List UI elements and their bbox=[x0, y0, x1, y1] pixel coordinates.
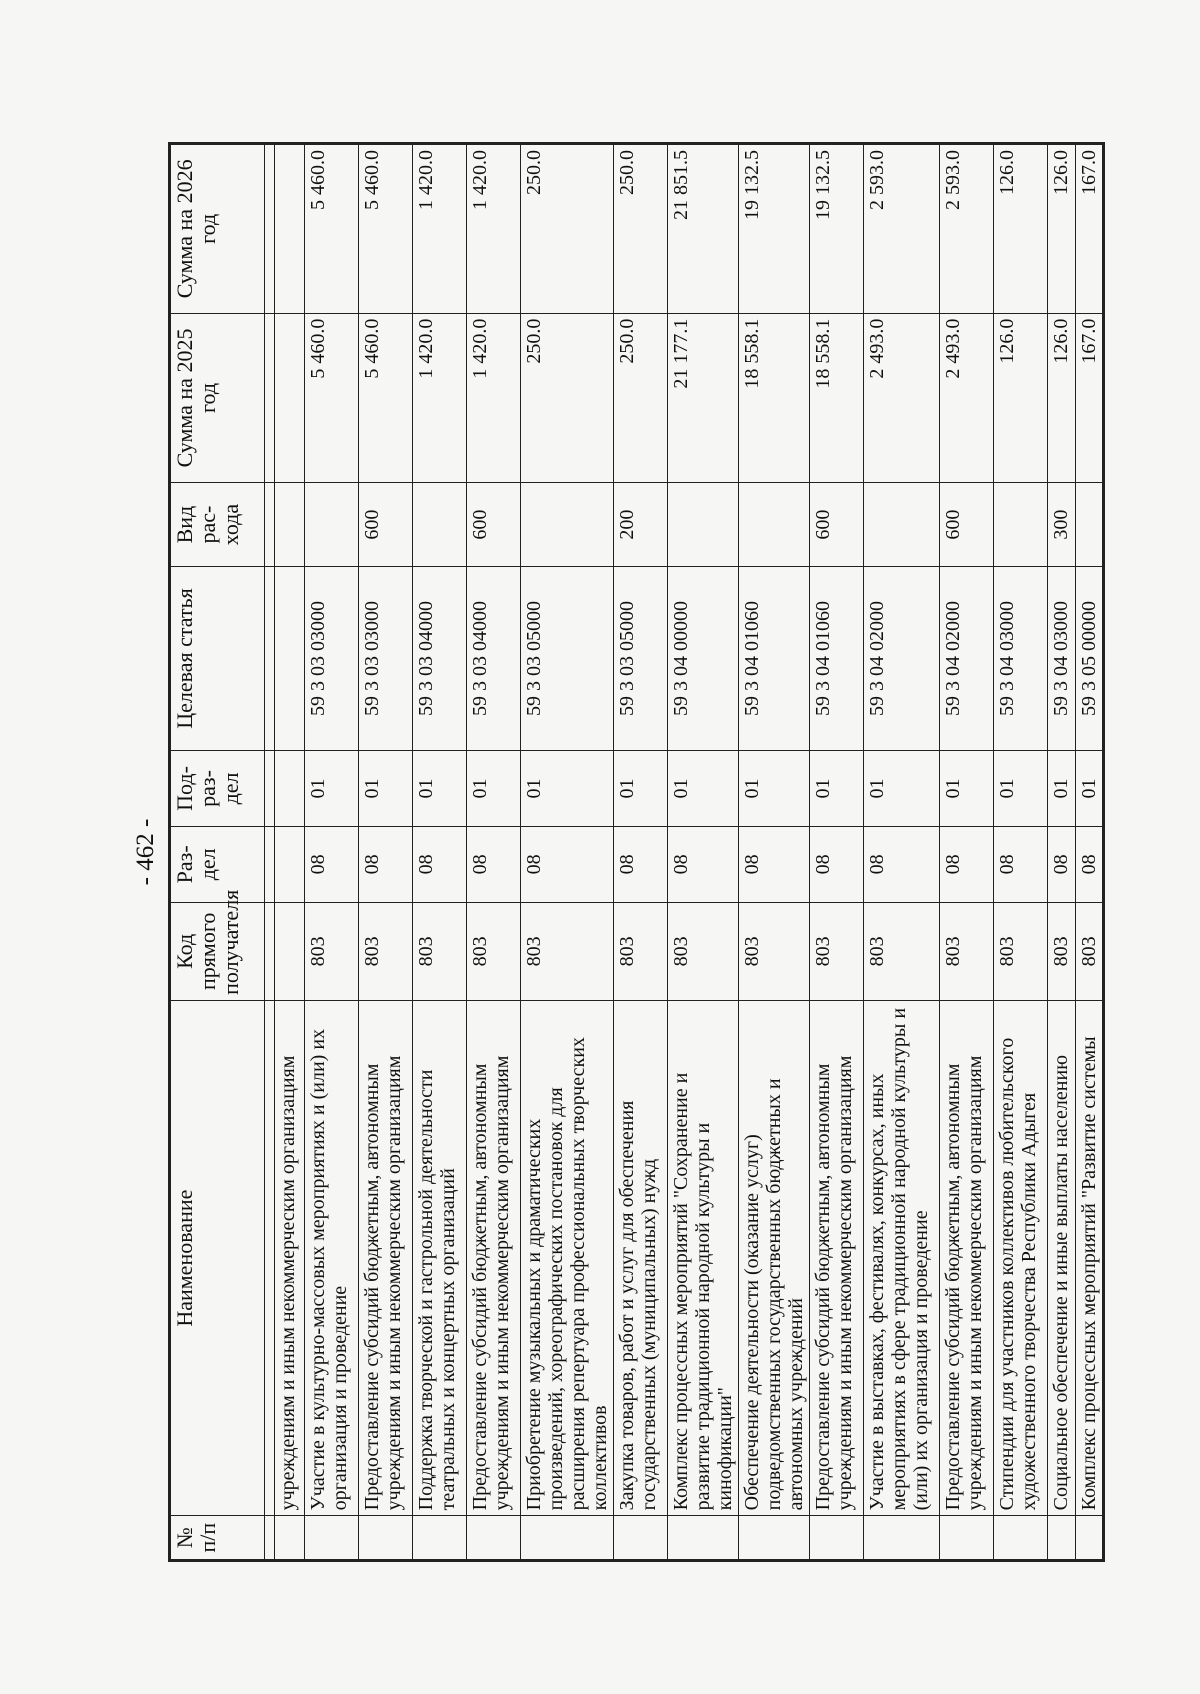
cell-target: 59 3 04 01060 bbox=[810, 566, 864, 750]
cell-vid: 200 bbox=[614, 483, 668, 567]
table-row bbox=[810, 144, 864, 1561]
cell-vid bbox=[305, 483, 359, 567]
cell-sum2026: 1 420.0 bbox=[413, 144, 467, 314]
cell-sum2026 bbox=[275, 144, 305, 314]
cell-name: Предоставление субсидий бюджетным, автономным учреждениям и иным некоммерческим организациям bbox=[467, 1000, 521, 1515]
cell-no bbox=[359, 1516, 413, 1561]
cell-podrazdel: 01 bbox=[614, 751, 668, 827]
cell-sum2025 bbox=[275, 313, 305, 483]
cell-code: 803 bbox=[359, 902, 413, 1000]
cell-no bbox=[940, 1516, 994, 1561]
cell-name: Участие в культурно-массовых мероприятиях и (или) их организация и проведение bbox=[305, 1000, 359, 1515]
cell-podrazdel: 01 bbox=[413, 751, 467, 827]
cell-podrazdel bbox=[275, 751, 305, 827]
cell-sum2026: 2 593.0 bbox=[864, 144, 940, 314]
cell-sum2026: 5 460.0 bbox=[305, 144, 359, 314]
cell-razdel: 08 bbox=[305, 826, 359, 902]
cell-sum2026: 126.0 bbox=[1048, 144, 1076, 314]
cell-code bbox=[275, 902, 305, 1000]
header-name: Наименование bbox=[170, 1000, 265, 1515]
cell-vid bbox=[668, 483, 739, 567]
cell-vid bbox=[275, 483, 305, 567]
cell-sum2026: 21 851.5 bbox=[668, 144, 739, 314]
cell-code: 803 bbox=[940, 902, 994, 1000]
cell-vid: 600 bbox=[359, 483, 413, 567]
cell-no bbox=[614, 1516, 668, 1561]
cell-podrazdel: 01 bbox=[521, 751, 614, 827]
cell-razdel: 08 bbox=[521, 826, 614, 902]
cell-podrazdel: 01 bbox=[940, 751, 994, 827]
cell-sum2026: 250.0 bbox=[614, 144, 668, 314]
cell-razdel: 08 bbox=[359, 826, 413, 902]
cell-sum2026: 19 132.5 bbox=[739, 144, 810, 314]
cell-razdel bbox=[275, 826, 305, 902]
cell-code: 803 bbox=[739, 902, 810, 1000]
cell-code: 803 bbox=[1076, 902, 1104, 1000]
table-row bbox=[305, 144, 359, 1561]
cell-razdel: 08 bbox=[810, 826, 864, 902]
table-row bbox=[1048, 144, 1076, 1561]
cell-no bbox=[668, 1516, 739, 1561]
page-number: - 462 - bbox=[132, 818, 159, 886]
cell-podrazdel: 01 bbox=[467, 751, 521, 827]
cell-code: 803 bbox=[305, 902, 359, 1000]
cell-no bbox=[521, 1516, 614, 1561]
cell-sum2025: 2 493.0 bbox=[864, 313, 940, 483]
cell-razdel: 08 bbox=[467, 826, 521, 902]
cell-code: 803 bbox=[467, 902, 521, 1000]
cell-name: Предоставление субсидий бюджетным, автономным учреждениям и иным некоммерческим организациям bbox=[940, 1000, 994, 1515]
budget-table bbox=[168, 142, 1105, 1562]
cell-sum2026: 19 132.5 bbox=[810, 144, 864, 314]
cell-target: 59 3 03 05000 bbox=[614, 566, 668, 750]
cell-sum2025: 1 420.0 bbox=[413, 313, 467, 483]
table-row bbox=[614, 144, 668, 1561]
cell-no bbox=[994, 1516, 1048, 1561]
rotated-page bbox=[126, 142, 1100, 1562]
cell-razdel: 08 bbox=[739, 826, 810, 902]
header-no: № п/п bbox=[170, 1516, 265, 1561]
cell-sum2026: 5 460.0 bbox=[359, 144, 413, 314]
table-row bbox=[864, 144, 940, 1561]
table-row bbox=[413, 144, 467, 1561]
cell-podrazdel: 01 bbox=[810, 751, 864, 827]
cell-podrazdel: 01 bbox=[1048, 751, 1076, 827]
cell-target: 59 3 03 03000 bbox=[305, 566, 359, 750]
cell-target: 59 3 03 04000 bbox=[413, 566, 467, 750]
cell-code: 803 bbox=[864, 902, 940, 1000]
cell-target: 59 3 03 03000 bbox=[359, 566, 413, 750]
table-row bbox=[739, 144, 810, 1561]
cell-podrazdel: 01 bbox=[994, 751, 1048, 827]
cell-target: 59 3 04 02000 bbox=[864, 566, 940, 750]
cell-no bbox=[305, 1516, 359, 1561]
cell-razdel: 08 bbox=[1048, 826, 1076, 902]
cell-target: 59 3 04 00000 bbox=[668, 566, 739, 750]
cell-no bbox=[864, 1516, 940, 1561]
cell-vid bbox=[1076, 483, 1104, 567]
cell-sum2025: 1 420.0 bbox=[467, 313, 521, 483]
cell-razdel: 08 bbox=[864, 826, 940, 902]
cell-vid: 600 bbox=[810, 483, 864, 567]
cell-code: 803 bbox=[994, 902, 1048, 1000]
table-row bbox=[1076, 144, 1104, 1561]
cell-name: Обеспечение деятельности (оказание услуг) подведомственных государственных бюджетных и автономных учреждений bbox=[739, 1000, 810, 1515]
table-row bbox=[994, 144, 1048, 1561]
cell-target: 59 3 04 02000 bbox=[940, 566, 994, 750]
cell-podrazdel: 01 bbox=[1076, 751, 1104, 827]
cell-no bbox=[1048, 1516, 1076, 1561]
cell-no bbox=[467, 1516, 521, 1561]
cell-vid bbox=[739, 483, 810, 567]
cell-name: Стипендии для участников коллективов любительского художественного творчества Республики Адыгея bbox=[994, 1000, 1048, 1515]
cell-code: 803 bbox=[668, 902, 739, 1000]
cell-razdel: 08 bbox=[413, 826, 467, 902]
header-code: Код прямого получателя bbox=[170, 902, 265, 1000]
cell-razdel: 08 bbox=[994, 826, 1048, 902]
cell-name: Закупка товаров, работ и услуг для обеспечения государственных (муниципальных) нужд bbox=[614, 1000, 668, 1515]
table-row bbox=[359, 144, 413, 1561]
cell-target: 59 3 04 01060 bbox=[739, 566, 810, 750]
table-header-row bbox=[170, 144, 265, 1561]
cell-no bbox=[810, 1516, 864, 1561]
cell-name: Предоставление субсидий бюджетным, автономным учреждениям и иным некоммерческим организациям bbox=[810, 1000, 864, 1515]
spacer-row bbox=[265, 144, 275, 1561]
cell-sum2026: 1 420.0 bbox=[467, 144, 521, 314]
cell-vid: 600 bbox=[940, 483, 994, 567]
header-sum2025: Сумма на 2025 год bbox=[170, 313, 265, 483]
cell-name: Поддержка творческой и гастрольной деятельности театральных и концертных организаций bbox=[413, 1000, 467, 1515]
cell-sum2025: 5 460.0 bbox=[305, 313, 359, 483]
cell-no bbox=[275, 1516, 305, 1561]
table-row bbox=[940, 144, 994, 1561]
cell-sum2025: 126.0 bbox=[994, 313, 1048, 483]
cell-sum2025: 250.0 bbox=[614, 313, 668, 483]
header-podrazdel: Под- раз- дел bbox=[170, 751, 265, 827]
cell-target: 59 3 05 00000 bbox=[1076, 566, 1104, 750]
header-vid: Вид рас- хода bbox=[170, 483, 265, 567]
cell-podrazdel: 01 bbox=[864, 751, 940, 827]
table-row bbox=[521, 144, 614, 1561]
cell-podrazdel: 01 bbox=[359, 751, 413, 827]
cell-razdel: 08 bbox=[1076, 826, 1104, 902]
cell-name: учреждениям и иным некоммерческим организациям bbox=[275, 1000, 305, 1515]
cell-sum2025: 18 558.1 bbox=[739, 313, 810, 483]
cell-name: Комплекс процессных мероприятий "Сохранение и развитие традиционной народной культуры и кинофикации" bbox=[668, 1000, 739, 1515]
cell-sum2025: 126.0 bbox=[1048, 313, 1076, 483]
table-row bbox=[467, 144, 521, 1561]
cell-razdel: 08 bbox=[668, 826, 739, 902]
cell-no bbox=[739, 1516, 810, 1561]
header-sum2026: Сумма на 2026 год bbox=[170, 144, 265, 314]
cell-sum2026: 167.0 bbox=[1076, 144, 1104, 314]
cell-sum2026: 250.0 bbox=[521, 144, 614, 314]
table-body bbox=[265, 144, 1104, 1561]
header-razdel: Раз- дел bbox=[170, 826, 265, 902]
cell-code: 803 bbox=[413, 902, 467, 1000]
header-target: Целевая статья bbox=[170, 566, 265, 750]
cell-podrazdel: 01 bbox=[305, 751, 359, 827]
table-row bbox=[275, 144, 305, 1561]
cell-no bbox=[1076, 1516, 1104, 1561]
cell-podrazdel: 01 bbox=[739, 751, 810, 827]
cell-target: 59 3 04 03000 bbox=[994, 566, 1048, 750]
cell-code: 803 bbox=[1048, 902, 1076, 1000]
cell-sum2026: 126.0 bbox=[994, 144, 1048, 314]
cell-sum2025: 2 493.0 bbox=[940, 313, 994, 483]
cell-name: Комплекс процессных мероприятий "Развитие системы bbox=[1076, 1000, 1104, 1515]
cell-vid bbox=[994, 483, 1048, 567]
cell-vid: 300 bbox=[1048, 483, 1076, 567]
table-row bbox=[668, 144, 739, 1561]
cell-name: Социальное обеспечение и иные выплаты населению bbox=[1048, 1000, 1076, 1515]
cell-sum2025: 167.0 bbox=[1076, 313, 1104, 483]
cell-razdel: 08 bbox=[940, 826, 994, 902]
cell-sum2025: 18 558.1 bbox=[810, 313, 864, 483]
cell-name: Участие в выставках, фестивалях, конкурсах, иных мероприятиях в сфере традиционной народной культуры и (или) их организация и проведение bbox=[864, 1000, 940, 1515]
cell-sum2025: 21 177.1 bbox=[668, 313, 739, 483]
cell-vid bbox=[413, 483, 467, 567]
cell-code: 803 bbox=[521, 902, 614, 1000]
cell-sum2025: 250.0 bbox=[521, 313, 614, 483]
cell-code: 803 bbox=[614, 902, 668, 1000]
cell-vid bbox=[864, 483, 940, 567]
cell-sum2026: 2 593.0 bbox=[940, 144, 994, 314]
cell-target: 59 3 03 04000 bbox=[467, 566, 521, 750]
cell-razdel: 08 bbox=[614, 826, 668, 902]
cell-name: Приобретение музыкальных и драматических произведений, хореографических постановок для расширения репертуара профессиональных творческих коллективов bbox=[521, 1000, 614, 1515]
cell-vid bbox=[521, 483, 614, 567]
cell-target: 59 3 04 03000 bbox=[1048, 566, 1076, 750]
cell-code: 803 bbox=[810, 902, 864, 1000]
cell-name: Предоставление субсидий бюджетным, автономным учреждениям и иным некоммерческим организациям bbox=[359, 1000, 413, 1515]
cell-sum2025: 5 460.0 bbox=[359, 313, 413, 483]
cell-vid: 600 bbox=[467, 483, 521, 567]
cell-no bbox=[413, 1516, 467, 1561]
cell-podrazdel: 01 bbox=[668, 751, 739, 827]
cell-target: 59 3 03 05000 bbox=[521, 566, 614, 750]
cell-target bbox=[275, 566, 305, 750]
